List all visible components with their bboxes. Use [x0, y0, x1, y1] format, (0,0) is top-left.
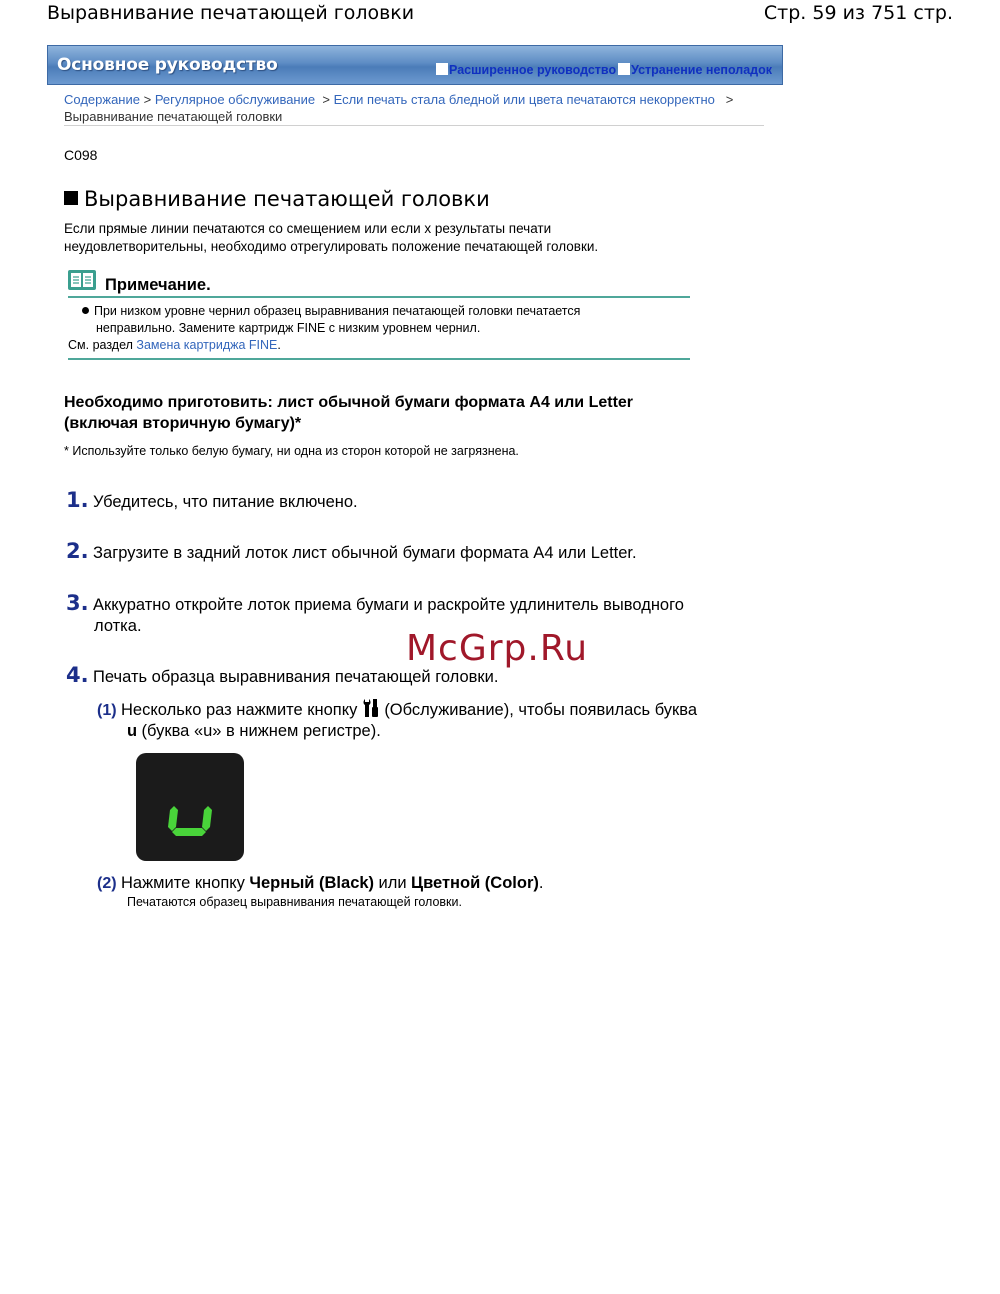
page-header-title: Выравнивание печатающей головки: [47, 2, 415, 24]
substep-text: (буква «u» в нижнем регистре).: [141, 722, 381, 740]
page-title-text: Выравнивание печатающей головки: [84, 187, 490, 211]
substep-2: [97, 873, 777, 909]
preparation-heading: [64, 392, 764, 434]
substep-text: Нажмите кнопку: [121, 874, 245, 892]
substep-text: или: [378, 874, 407, 892]
advanced-guide-link[interactable]: Расширенное руководство: [449, 63, 617, 77]
note-see-suffix: .: [277, 338, 281, 352]
step-1: [66, 488, 358, 513]
guide-banner: [47, 45, 783, 85]
substep-text: Несколько раз нажмите кнопку: [121, 701, 358, 719]
note-book-icon: [68, 270, 96, 290]
breadcrumb-divider: [64, 125, 764, 126]
breadcrumb-separator: >: [143, 92, 152, 107]
bullet-square-icon: [618, 63, 630, 75]
intro-line: неудовлетворительны, необходимо отрегулировать положение печатающей головки.: [64, 239, 599, 254]
breadcrumb: [64, 91, 764, 125]
note-title: Примечание.: [105, 276, 211, 294]
breadcrumb-faded-print[interactable]: Если печать стала бледной или цвета печатаются некорректно: [333, 92, 715, 107]
note-see-prefix: См. раздел: [68, 338, 133, 352]
step-text: Загрузите в задний лоток лист обычной бумаги формата A4 или Letter.: [93, 544, 637, 562]
step-number: 2.: [66, 539, 89, 563]
intro-paragraph: [64, 220, 704, 256]
breadcrumb-separator: >: [725, 92, 734, 107]
substep-bold-letter: u: [127, 722, 138, 740]
color-button-label: Цветной (Color): [411, 874, 539, 892]
substep-1: [97, 698, 777, 742]
substep-number: (2): [97, 875, 117, 892]
step-number: 3.: [66, 591, 89, 615]
black-button-label: Черный (Black): [249, 874, 375, 892]
prep-line: Необходимо приготовить: лист обычной бумаги формата A4 или Letter: [64, 394, 634, 411]
substep-suffix: .: [538, 874, 544, 892]
note-divider-bottom: [68, 358, 690, 360]
step-number: 4.: [66, 663, 89, 687]
banner-title: Основное руководство: [57, 55, 278, 75]
preparation-footnote: * Используйте только белую бумагу, ни одна из сторон которой не загрязнена.: [64, 444, 519, 458]
watermark: McGrp.Ru: [406, 628, 589, 669]
maintenance-wrench-icon: [362, 698, 380, 718]
note-divider-top: [68, 296, 690, 298]
step-text: Аккуратно откройте лоток приема бумаги и раскройте удлинитель выводного: [93, 596, 684, 614]
banner-links: [436, 63, 772, 77]
page-count: Стр. 59 из 751 стр.: [763, 2, 953, 24]
prep-line: (включая вторичную бумагу)*: [64, 415, 302, 432]
note-line: неправильно. Замените картридж FINE с низким уровнем чернил.: [96, 321, 481, 335]
step-text: лотка.: [94, 617, 142, 635]
lcd-display: [136, 753, 244, 861]
substep-result: Печатаются образец выравнивания печатающей головки.: [127, 895, 462, 909]
bullet-square-icon: [436, 63, 448, 75]
substep-number: (1): [97, 702, 117, 719]
note-line: При низком уровне чернил образец выравнивания печатающей головки печатается: [94, 304, 581, 318]
heading-bullet-icon: [64, 191, 78, 205]
substep-text: (Обслуживание), чтобы появилась буква: [384, 701, 698, 719]
breadcrumb-contents[interactable]: Содержание: [64, 92, 140, 107]
document-code: C098: [64, 147, 98, 163]
breadcrumb-maintenance[interactable]: Регулярное обслуживание: [154, 92, 316, 107]
replace-fine-cartridge-link[interactable]: Замена картриджа FINE: [136, 338, 278, 352]
breadcrumb-separator: >: [322, 92, 330, 107]
intro-line: Если прямые линии печатаются со смещением или если х результаты печати: [64, 221, 552, 236]
step-number: 1.: [66, 488, 89, 512]
page-title: [64, 187, 490, 211]
breadcrumb-current: Выравнивание печатающей головки: [64, 109, 283, 124]
troubleshooting-link[interactable]: Устранение неполадок: [631, 63, 772, 77]
note-body: [68, 303, 682, 354]
lcd-u-character: [136, 753, 244, 861]
step-2: [66, 539, 637, 564]
step-text: Печать образца выравнивания печатающей головки.: [93, 668, 499, 686]
bullet-dot-icon: [82, 307, 89, 314]
step-text: Убедитесь, что питание включено.: [93, 493, 358, 511]
